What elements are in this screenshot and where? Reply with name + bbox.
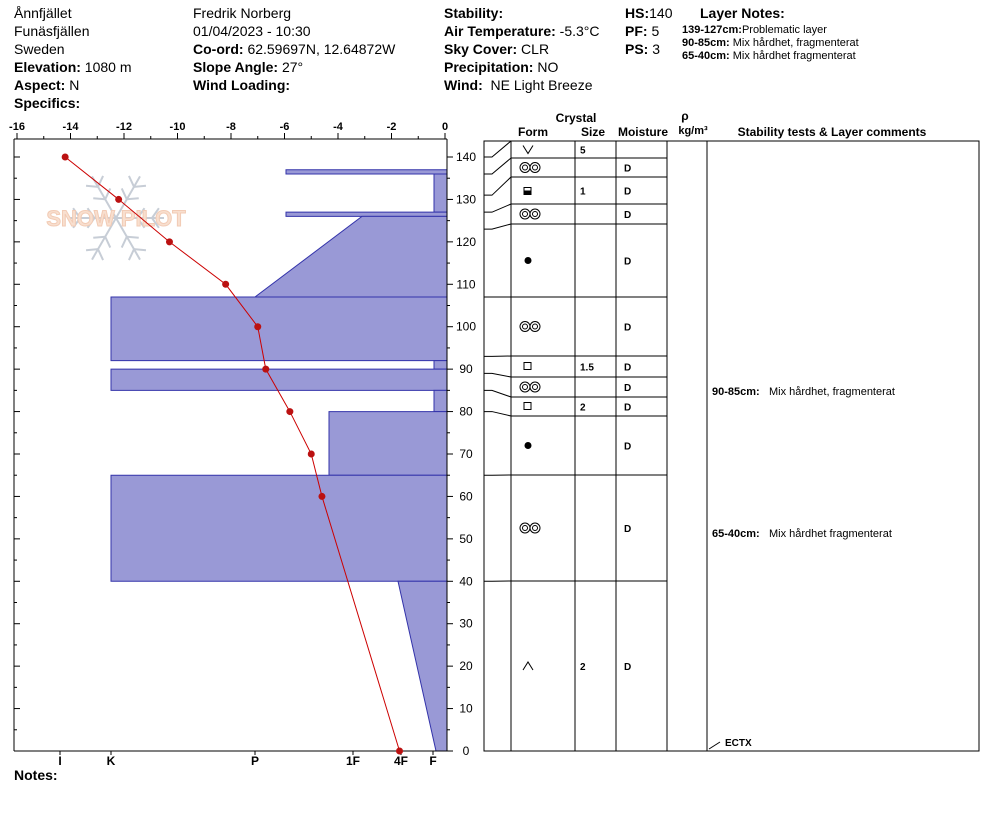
height-tick-label: 60 — [459, 489, 473, 504]
hardness-layer-bar — [111, 369, 447, 390]
layer-connector — [484, 177, 511, 195]
height-tick-label: 90 — [459, 362, 473, 377]
test-result-pointer — [709, 742, 720, 749]
rounded-grains-icon — [520, 382, 530, 392]
temp-tick-label: -16 — [9, 121, 25, 133]
rounded-grains-icon — [530, 523, 540, 533]
rounded-particle-icon — [525, 442, 532, 449]
height-tick-label: 110 — [456, 277, 476, 292]
layer-notes-title: Layer Notes: — [700, 5, 785, 21]
rounded-grains-icon — [533, 212, 538, 217]
layer-note-range: 65-40cm: — [682, 50, 730, 62]
rounded-particle-icon — [525, 257, 532, 264]
precipitation-particles-icon — [523, 146, 533, 154]
table-border — [484, 141, 979, 751]
moisture-value: D — [624, 402, 632, 414]
rounded-grains-icon — [533, 526, 538, 531]
notes-label: Notes: — [14, 767, 58, 783]
height-tick-label: 130 — [455, 192, 477, 207]
snowflake-branch — [134, 186, 146, 187]
faceted-crystal-icon — [524, 403, 531, 410]
moisture-value: D — [624, 441, 632, 453]
hardness-tick-label: P — [250, 754, 260, 768]
elevation-value: 1080 m — [84, 59, 132, 75]
layer-comment-text: Mix hårdhet fragmenterat — [769, 528, 892, 540]
observer-name: Fredrik Norberg — [193, 5, 292, 21]
snowflake-branch — [98, 249, 103, 260]
aspect-label: Aspect: — [14, 77, 66, 93]
melt-freeze-crust-icon — [524, 191, 531, 195]
snowflake-branch — [129, 176, 134, 187]
temperature-point — [62, 154, 69, 161]
hardness-layer-bar — [111, 475, 447, 581]
temperature-point — [166, 238, 173, 245]
height-tick-label: 0 — [462, 744, 470, 758]
hs-label: HS: — [625, 5, 650, 21]
size-header: Size — [580, 125, 606, 139]
coordinates-value: 62.59697N, 12.64872W — [247, 41, 396, 57]
sky-cover-value: CLR — [521, 41, 550, 57]
pf-value: 5 — [651, 23, 660, 39]
range-name: Funäsfjällen — [14, 23, 90, 39]
snowflake-branch — [127, 237, 139, 238]
stability-label: Stability: — [444, 5, 504, 21]
sky-cover-label: Sky Cover: — [444, 41, 518, 57]
temperature-point — [262, 366, 269, 373]
snowflake-branch — [105, 188, 110, 199]
hardness-layer-bar — [286, 170, 447, 174]
height-tick-label: 30 — [459, 616, 473, 631]
slope-label: Slope Angle: — [193, 59, 279, 75]
hardness-tick-label: K — [106, 754, 116, 768]
temp-tick-label: -12 — [116, 121, 132, 133]
height-tick-label: 120 — [455, 234, 477, 249]
layer-comment-text: Mix hårdhet, fragmenterat — [769, 386, 895, 398]
hardness-layer-bar — [398, 581, 447, 751]
snowflake-branch — [127, 198, 139, 199]
layer-note-text: Mix hårdhet fragmenterat — [732, 50, 856, 62]
density-symbol-header: ρ — [681, 109, 689, 123]
wind-label: Wind: — [444, 77, 483, 93]
temp-tick-label: -8 — [226, 121, 236, 133]
moisture-value: D — [624, 362, 632, 374]
crystal-size: 5 — [580, 145, 586, 157]
snowpilot-watermark — [46, 176, 186, 260]
temp-tick-label: -4 — [333, 121, 343, 133]
observation-datetime: 01/04/2023 - 10:30 — [193, 23, 311, 39]
crystal-header: Crystal — [555, 111, 597, 125]
height-tick-label: 100 — [455, 319, 477, 334]
moisture-value: D — [624, 524, 632, 535]
air-temp-value: -5.3°C — [559, 23, 600, 39]
rounded-grains-icon — [530, 209, 540, 219]
temp-tick-label: -14 — [62, 121, 79, 133]
temperature-point — [254, 323, 261, 330]
layer-note-range: 90-85cm: — [682, 37, 730, 49]
temp-tick-label: -6 — [279, 121, 290, 133]
layer-connector — [484, 158, 511, 174]
temperature-point — [115, 196, 122, 203]
specifics-label: Specifics: — [14, 95, 81, 111]
depth-hoar-icon — [523, 662, 533, 670]
crystal-size: 1 — [580, 186, 586, 198]
air-temp-label: Air Temperature: — [444, 23, 556, 39]
layer-connector — [484, 224, 511, 229]
height-tick-label: 20 — [459, 659, 473, 674]
moisture-value: D — [624, 383, 632, 394]
height-tick-label: 50 — [459, 531, 473, 546]
crystal-size: 2 — [580, 402, 586, 414]
layer-comment-range: 90-85cm: — [712, 386, 760, 398]
elevation-label: Elevation: — [14, 59, 81, 75]
height-tick-label: 40 — [459, 574, 473, 589]
precipitation-value: NO — [537, 59, 559, 75]
moisture-value: D — [624, 210, 632, 221]
moisture-value: D — [624, 186, 632, 198]
hardness-layer-bar — [111, 297, 447, 361]
stratigraphy-table — [484, 109, 979, 751]
rounded-grains-icon — [520, 322, 530, 332]
rounded-grains-icon — [533, 324, 538, 329]
snowflake-branch — [134, 249, 146, 250]
rounded-grains-icon — [523, 212, 528, 217]
height-tick-label: 80 — [459, 404, 473, 419]
temperature-point — [286, 408, 293, 415]
layer-comment-range: 65-40cm: — [712, 528, 760, 540]
wind-value: NE Light Breeze — [490, 77, 593, 93]
hardness-layer-bar — [434, 390, 447, 411]
wind-loading-label: Wind Loading: — [193, 77, 291, 93]
hardness-tick-label: 4F — [393, 754, 409, 768]
temp-tick-label: 0 — [441, 121, 449, 133]
form-header: Form — [518, 125, 548, 139]
snowflake-branch — [93, 237, 105, 238]
location-name: Ånnfjället — [14, 5, 72, 21]
rounded-grains-icon — [520, 523, 530, 533]
hardness-layer-bar — [329, 412, 447, 476]
ps-value: 3 — [652, 41, 661, 57]
crystal-size: 2 — [580, 662, 586, 673]
snowflake-branch — [86, 249, 98, 250]
snowflake-branch — [86, 186, 98, 187]
layer-connector — [484, 141, 511, 157]
temperature-point — [308, 451, 315, 458]
hardness-tick-label: 1F — [345, 754, 361, 768]
hs-value: 140 — [649, 5, 673, 21]
rounded-grains-icon — [520, 209, 530, 219]
snowflake-branch — [122, 188, 127, 199]
rounded-grains-icon — [533, 165, 538, 170]
height-tick-label: 10 — [459, 701, 473, 716]
coordinates-label: Co-ord: — [193, 41, 244, 57]
rounded-grains-icon — [530, 322, 540, 332]
moisture-value: D — [624, 163, 632, 175]
snowflake-branch — [129, 249, 134, 260]
pf-label: PF: — [625, 23, 648, 39]
height-tick-label: 70 — [459, 447, 473, 461]
layer-connector — [484, 204, 511, 212]
rounded-grains-icon — [523, 165, 528, 170]
layer-note-range: 139-127cm: — [682, 24, 742, 36]
hardness-layer-bar — [434, 174, 447, 212]
moisture-header: Moisture — [617, 125, 669, 139]
precipitation-label: Precipitation: — [444, 59, 534, 75]
temperature-point — [396, 748, 403, 755]
faceted-crystal-icon — [524, 363, 531, 370]
layer-connector — [484, 412, 511, 416]
snowflake-branch — [93, 198, 105, 199]
hardness-tick-label: F — [429, 754, 437, 768]
layer-connector — [484, 390, 511, 397]
hardness-layer-bar — [286, 212, 447, 216]
snowflake-branch — [105, 237, 110, 248]
rounded-grains-icon — [523, 324, 528, 329]
temp-tick-label: -10 — [169, 121, 186, 133]
snowflake-branch — [122, 237, 127, 248]
crystal-size: 1.5 — [580, 362, 594, 374]
layer-note-text: Mix hårdhet, fragmenterat — [732, 37, 859, 49]
rounded-grains-icon — [523, 385, 528, 390]
height-tick-label: 140 — [455, 150, 477, 164]
rounded-grains-icon — [530, 382, 540, 392]
ps-label: PS: — [625, 41, 649, 57]
layer-connector — [484, 373, 511, 377]
rounded-grains-icon — [533, 385, 538, 390]
watermark-text: SNOW PILOT — [46, 206, 186, 231]
hardness-layer-bar — [255, 216, 447, 297]
temp-tick-label: -2 — [386, 121, 397, 133]
rounded-grains-icon — [520, 163, 530, 173]
hardness-tick-label: I — [58, 754, 62, 768]
temperature-point — [222, 281, 229, 288]
aspect-value: N — [69, 77, 80, 93]
country-name: Sweden — [14, 41, 65, 57]
slope-value: 27° — [281, 59, 304, 75]
test-result-label: ECTX — [725, 738, 752, 749]
hardness-layer-bar — [434, 361, 447, 369]
rounded-grains-icon — [530, 163, 540, 173]
density-unit-header: kg/m³ — [678, 125, 708, 137]
layer-note-text: Problematic layer — [741, 24, 827, 36]
hardness-bars — [111, 170, 447, 751]
moisture-value: D — [624, 662, 632, 673]
moisture-value: D — [624, 256, 632, 268]
temperature-point — [318, 493, 325, 500]
rounded-grains-icon — [523, 526, 528, 531]
comments-header: Stability tests & Layer comments — [737, 125, 927, 139]
moisture-value: D — [624, 322, 632, 334]
